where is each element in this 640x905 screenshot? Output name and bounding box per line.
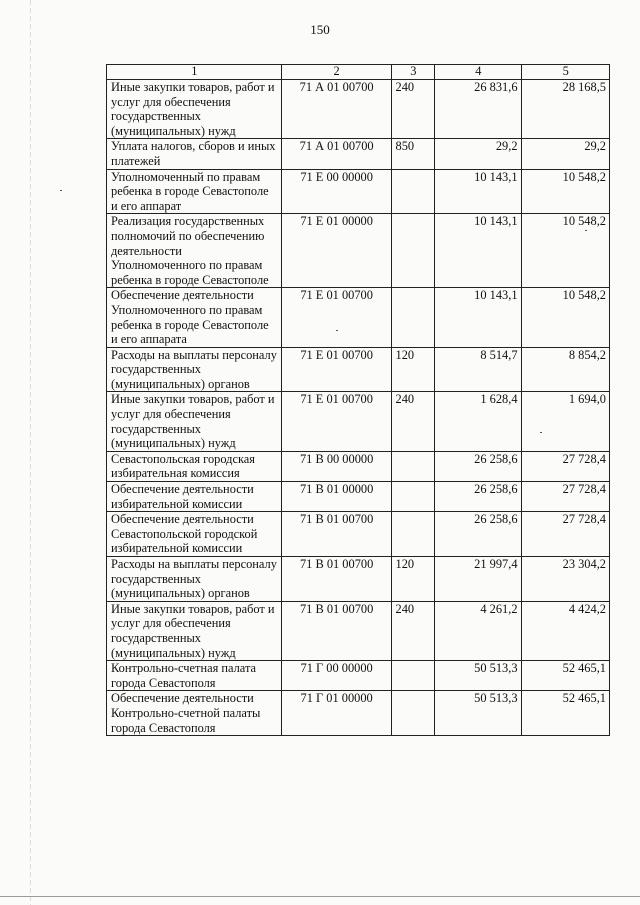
target-code: 71 В 01 00700: [281, 557, 391, 602]
amount-col5: 23 304,2: [521, 557, 609, 602]
table-row: [107, 482, 610, 512]
amount-col5: 29,2: [521, 139, 609, 169]
target-code: 71 Г 01 00000: [281, 691, 391, 736]
table-row: [107, 80, 610, 139]
amount-col5: 27 728,4: [521, 482, 609, 512]
target-code: 71 В 01 00000: [281, 482, 391, 512]
expense-type: 240: [391, 392, 435, 451]
expense-type: [391, 451, 435, 481]
table-row: [107, 691, 610, 736]
amount-col4: 26 258,6: [435, 482, 521, 512]
expense-type: 240: [391, 601, 435, 660]
expense-type: [391, 691, 435, 736]
target-code: 71 Е 01 00700: [281, 347, 391, 392]
amount-col5: 1 694,0: [521, 392, 609, 451]
scan-speck: [540, 432, 542, 433]
amount-col5: 10 548,2: [521, 214, 609, 288]
scan-bottom-edge: [0, 896, 640, 897]
amount-col4: 26 258,6: [435, 451, 521, 481]
amount-col4: 10 143,1: [435, 169, 521, 214]
budget-table: [106, 64, 610, 736]
amount-col5: 27 728,4: [521, 451, 609, 481]
expense-type: [391, 169, 435, 214]
scan-left-edge: [30, 0, 31, 905]
header-col-5: 5: [521, 65, 609, 80]
table-row: [107, 214, 610, 288]
table-row: [107, 512, 610, 557]
header-col-2: 2: [281, 65, 391, 80]
amount-col5: 28 168,5: [521, 80, 609, 139]
target-code: 71 В 01 00700: [281, 601, 391, 660]
amount-col5: 10 548,2: [521, 288, 609, 347]
amount-col5: 8 854,2: [521, 347, 609, 392]
target-code: 71 А 01 00700: [281, 139, 391, 169]
expense-type: [391, 214, 435, 288]
expense-type: 240: [391, 80, 435, 139]
amount-col5: 4 424,2: [521, 601, 609, 660]
amount-col5: 27 728,4: [521, 512, 609, 557]
header-col-1: 1: [107, 65, 282, 80]
item-name: Реализация государственных полномочий по обеспечению деятельности Уполномоченного по правам ребенка в городе Севастополе: [107, 214, 282, 288]
item-name: Обеспечение деятельности избирательной комиссии: [107, 482, 282, 512]
scan-speck: [336, 330, 338, 331]
amount-col4: 26 258,6: [435, 512, 521, 557]
table-row: [107, 661, 610, 691]
item-name: Уполномоченный по правам ребенка в городе Севастополе и его аппарат: [107, 169, 282, 214]
amount-col5: 52 465,1: [521, 661, 609, 691]
expense-type: [391, 288, 435, 347]
amount-col4: 50 513,3: [435, 691, 521, 736]
table-row: [107, 451, 610, 481]
amount-col4: 1 628,4: [435, 392, 521, 451]
table-row: [107, 169, 610, 214]
expense-type: 850: [391, 139, 435, 169]
expense-type: 120: [391, 557, 435, 602]
table-row: [107, 557, 610, 602]
amount-col4: 8 514,7: [435, 347, 521, 392]
amount-col4: 21 997,4: [435, 557, 521, 602]
header-col-4: 4: [435, 65, 521, 80]
scan-speck: [585, 230, 587, 231]
header-col-3: 3: [391, 65, 435, 80]
table-row: [107, 392, 610, 451]
item-name: Иные закупки товаров, работ и услуг для обеспечения государственных (муниципальных) нужд: [107, 80, 282, 139]
item-name: Иные закупки товаров, работ и услуг для обеспечения государственных (муниципальных) нужд: [107, 392, 282, 451]
item-name: Расходы на выплаты персоналу государственных (муниципальных) органов: [107, 557, 282, 602]
table-row: [107, 139, 610, 169]
item-name: Уплата налогов, сборов и иных платежей: [107, 139, 282, 169]
amount-col4: 29,2: [435, 139, 521, 169]
page-number: 150: [310, 22, 330, 37]
header-row: [107, 65, 610, 80]
target-code: 71 Е 01 00000: [281, 214, 391, 288]
target-code: 71 В 00 00000: [281, 451, 391, 481]
target-code: 71 Е 01 00700: [281, 288, 391, 347]
expense-type: [391, 482, 435, 512]
item-name: Обеспечение деятельности Севастопольской городской избирательной комиссии: [107, 512, 282, 557]
table-row: [107, 288, 610, 347]
item-name: Обеспечение деятельности Контрольно-счетной палаты города Севастополя: [107, 691, 282, 736]
expense-type: [391, 512, 435, 557]
amount-col4: 4 261,2: [435, 601, 521, 660]
item-name: Иные закупки товаров, работ и услуг для обеспечения государственных (муниципальных) нужд: [107, 601, 282, 660]
item-name: Контрольно-счетная палата города Севастополя: [107, 661, 282, 691]
target-code: 71 Е 00 00000: [281, 169, 391, 214]
amount-col5: 52 465,1: [521, 691, 609, 736]
table-body: [107, 80, 610, 736]
item-name: Обеспечение деятельности Уполномоченного по правам ребенка в городе Севастополе и его аппарата: [107, 288, 282, 347]
amount-col4: 10 143,1: [435, 214, 521, 288]
item-name: Севастопольская городская избирательная комиссия: [107, 451, 282, 481]
target-code: 71 Е 01 00700: [281, 392, 391, 451]
target-code: 71 В 01 00700: [281, 512, 391, 557]
table-row: [107, 601, 610, 660]
item-name: Расходы на выплаты персоналу государственных (муниципальных) органов: [107, 347, 282, 392]
scan-speck: [60, 190, 62, 191]
target-code: 71 Г 00 00000: [281, 661, 391, 691]
expense-type: [391, 661, 435, 691]
amount-col4: 10 143,1: [435, 288, 521, 347]
target-code: 71 А 01 00700: [281, 80, 391, 139]
expense-type: 120: [391, 347, 435, 392]
amount-col5: 10 548,2: [521, 169, 609, 214]
amount-col4: 50 513,3: [435, 661, 521, 691]
table-row: [107, 347, 610, 392]
amount-col4: 26 831,6: [435, 80, 521, 139]
